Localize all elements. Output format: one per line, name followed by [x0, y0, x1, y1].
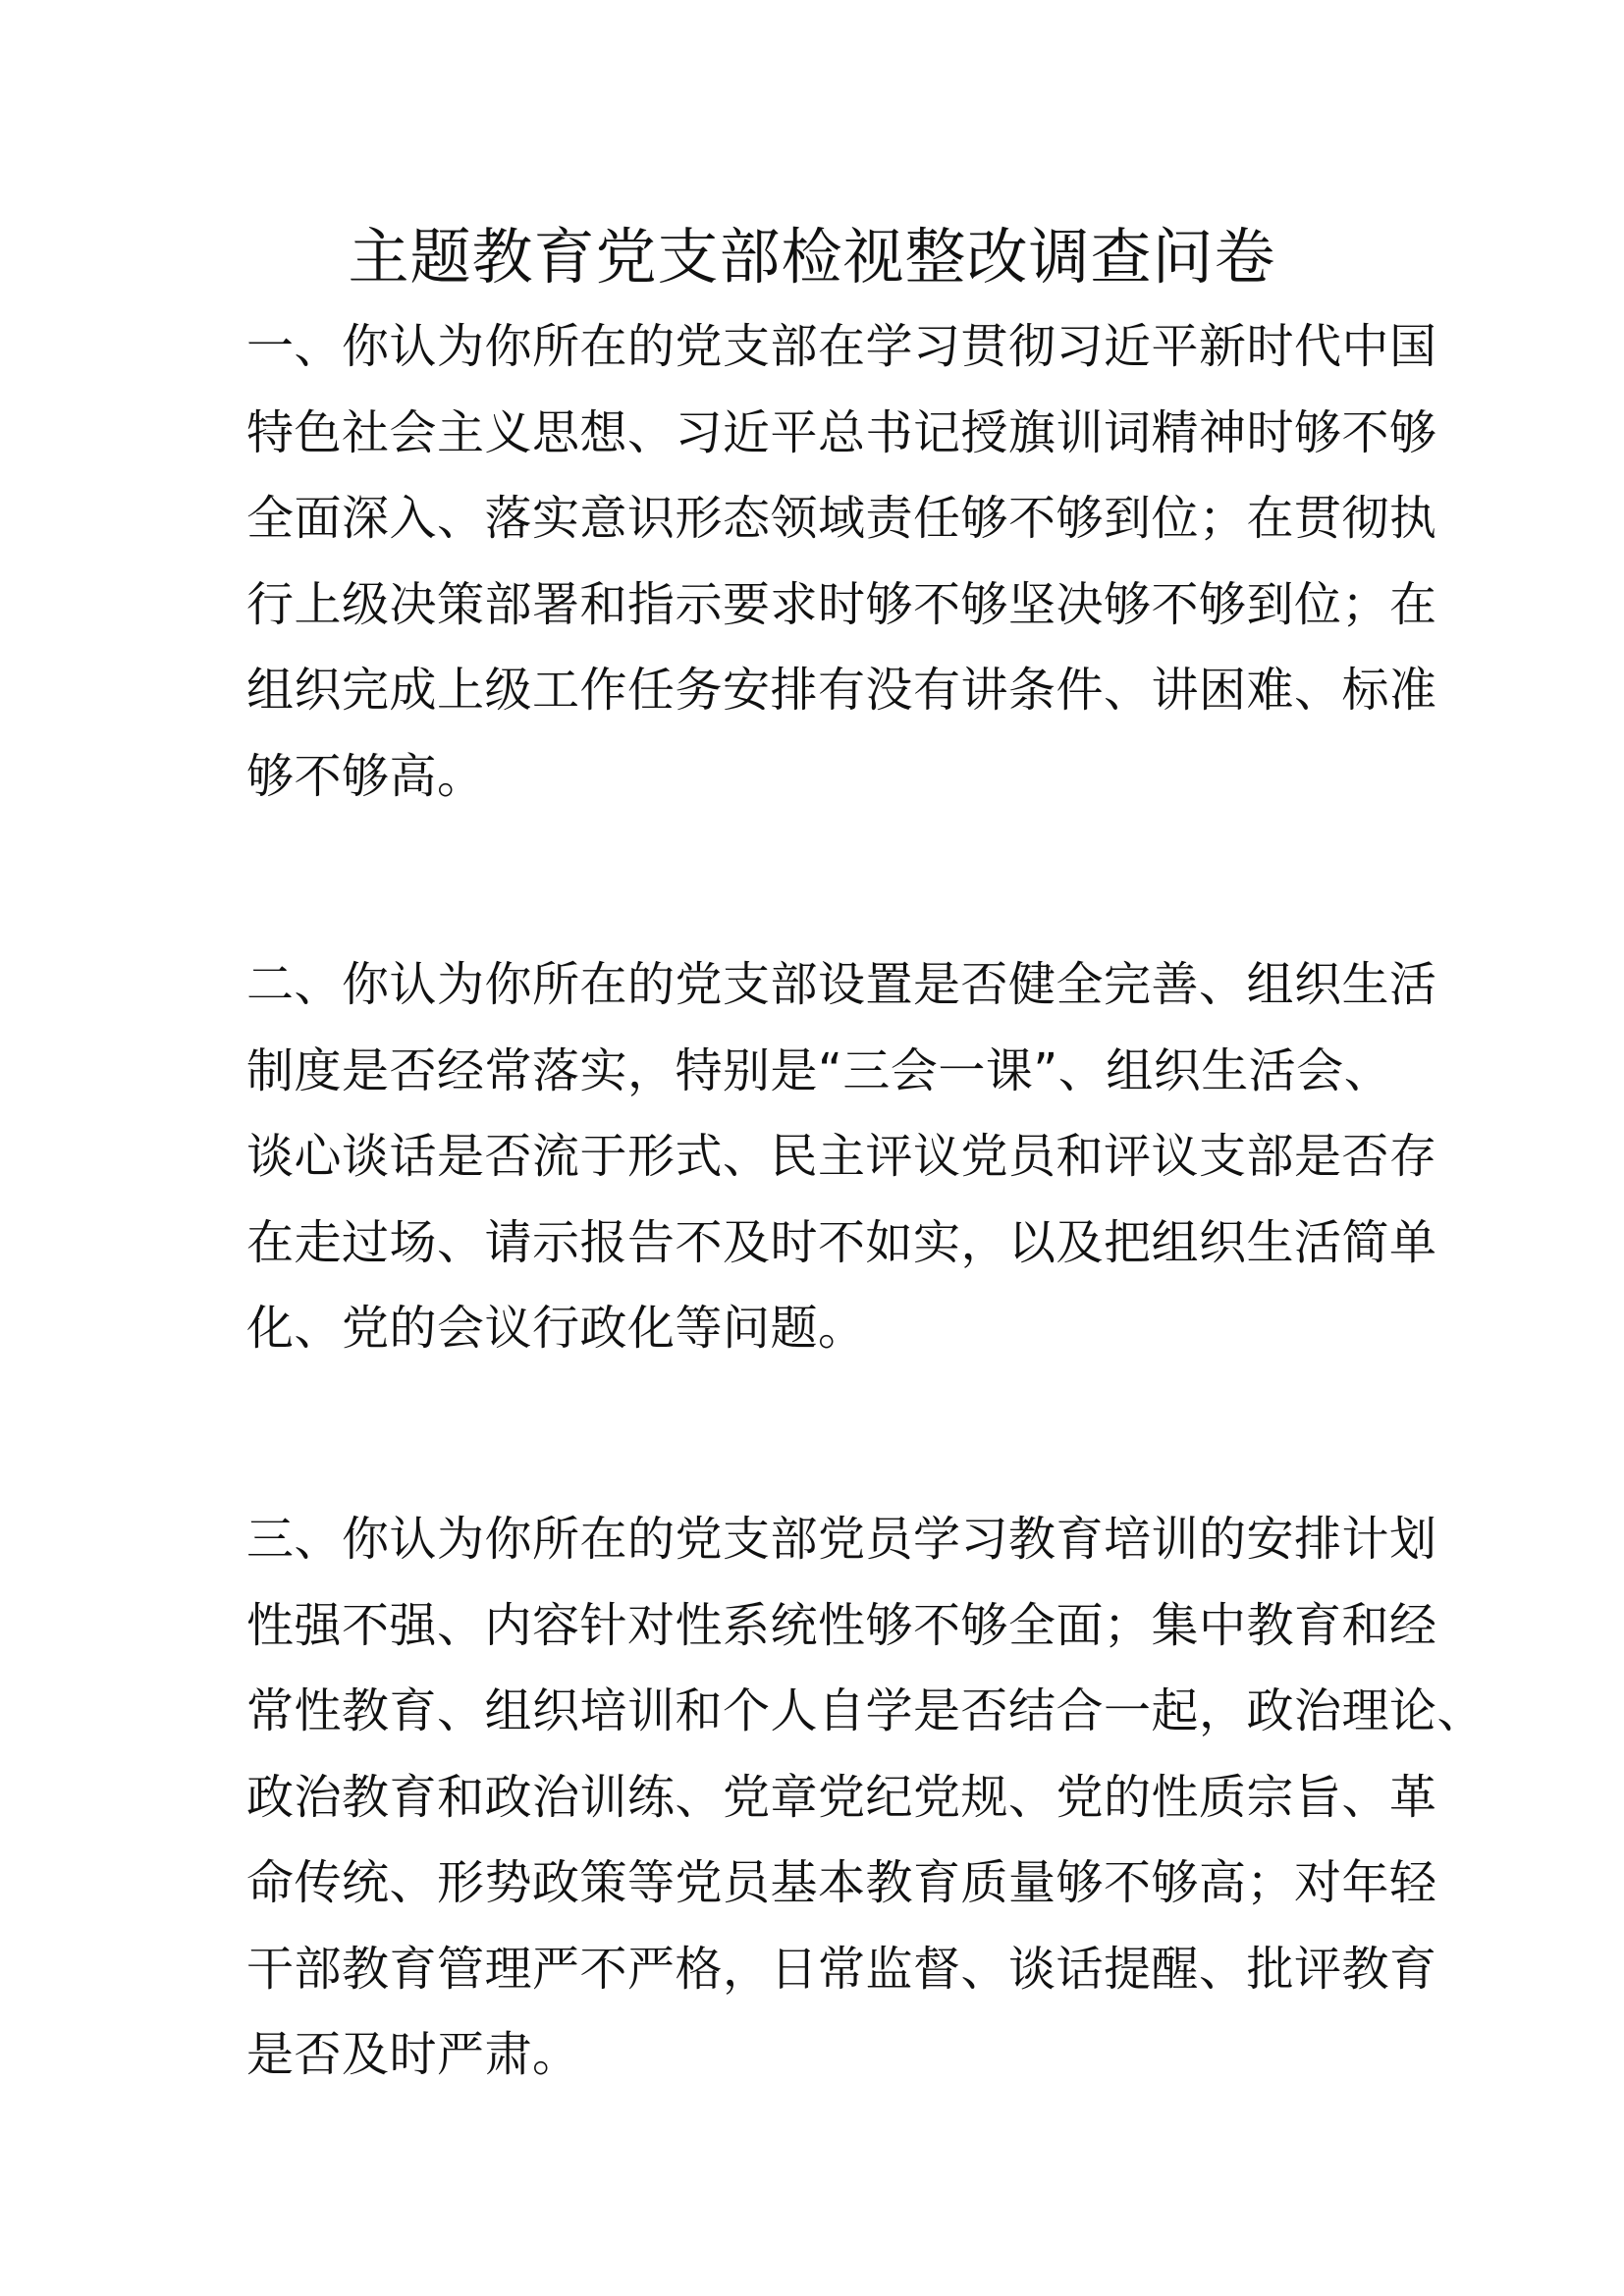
question-1-line: 一、你认为你所在的党支部在学习贯彻习近平新时代中国	[246, 319, 1437, 374]
question-3-line: 命传统、形势政策等党员基本教育质量够不够高；对年轻	[246, 1855, 1437, 1910]
question-2-line: 在走过场、请示报告不及时不如实，以及把组织生活简单	[246, 1214, 1437, 1270]
question-3-line: 政治教育和政治训练、党章党纪党规、党的性质宗旨、革	[246, 1769, 1437, 1825]
question-1-line: 够不够高。	[246, 748, 485, 804]
question-1-line: 特色社会主义思想、习近平总书记授旗训词精神时够不够	[246, 404, 1437, 460]
question-1-line: 全面深入、落实意识形态领域责任够不够到位；在贯彻执	[246, 491, 1437, 546]
question-3-line: 三、你认为你所在的党支部党员学习教育培训的安排计划	[246, 1512, 1437, 1567]
question-3-line: 是否及时严肃。	[246, 2027, 580, 2082]
question-2-line: 谈心谈话是否流于形式、民主评议党员和评议支部是否存	[246, 1129, 1437, 1184]
question-3-line: 常性教育、组织培训和个人自学是否结合一起，政治理论、	[246, 1683, 1486, 1738]
question-2	[246, 942, 1437, 1372]
question-2-line: 二、你认为你所在的党支部设置是否健全完善、组织生活	[246, 957, 1437, 1012]
question-2-line: 化、党的会议行政化等问题。	[246, 1301, 866, 1356]
question-1-line: 组织完成上级工作任务安排有没有讲条件、讲困难、标准	[246, 663, 1437, 718]
question-3-line: 性强不强、内容针对性系统性够不够全面；集中教育和经	[246, 1597, 1437, 1653]
question-3	[246, 1497, 1486, 2099]
document-title: 主题教育党支部检视整改调查问卷	[348, 221, 1276, 293]
question-3-line: 干部教育管理严不严格，日常监督、谈话提醒、批评教育	[246, 1941, 1437, 1997]
question-1	[246, 304, 1437, 820]
question-2-line: 制度是否经常落实，特别是“三会一课”、组织生活会、	[246, 1042, 1392, 1098]
question-1-line: 行上级决策部署和指示要求时够不够坚决够不够到位；在	[246, 576, 1437, 632]
